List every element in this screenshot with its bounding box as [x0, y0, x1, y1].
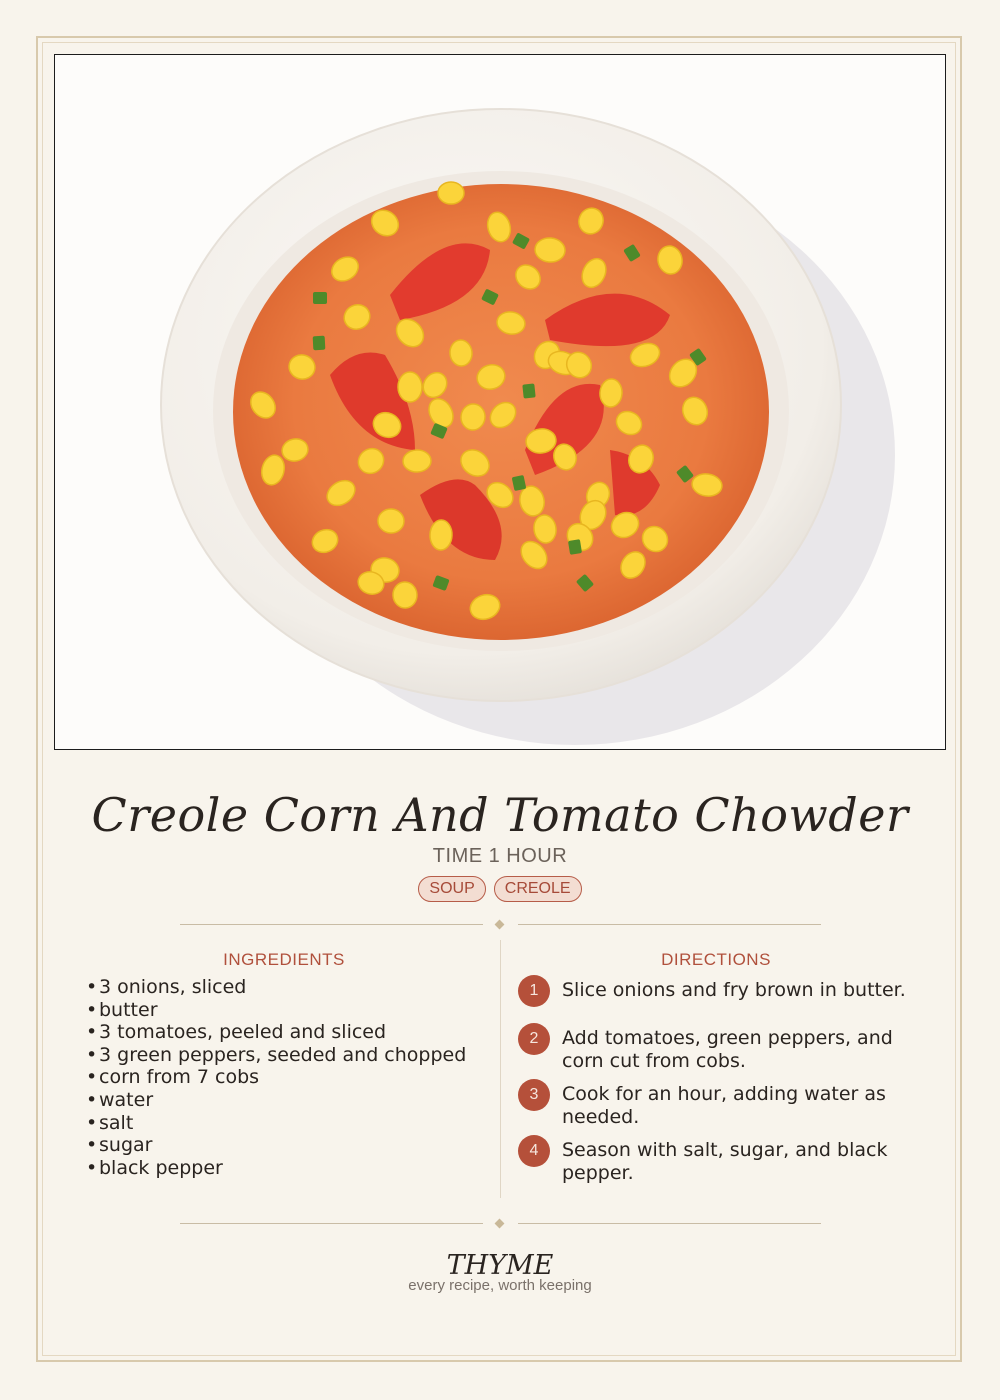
ingredient-item: •black pepper: [86, 1156, 223, 1179]
ingredient-item: •3 onions, sliced: [86, 976, 247, 998]
step-text: Add tomatoes, green peppers, and corn cut from cobs.: [562, 1027, 893, 1072]
cook-time: TIME 1 HOUR: [432, 845, 568, 867]
pepper-piece: [522, 383, 535, 398]
direction-step-1: [518, 975, 918, 1007]
brand-tagline: every recipe, worth keeping: [408, 1277, 592, 1294]
step-number: 3: [518, 1079, 550, 1111]
bottom-divider-left: [180, 1223, 483, 1224]
ingredient-item: •water: [86, 1088, 154, 1111]
top-divider-left: [180, 924, 483, 925]
step-text: Cook for an hour, adding water as needed.: [562, 1083, 886, 1128]
corn-kernel: [438, 182, 464, 204]
tag-creole[interactable]: CREOLE: [494, 876, 582, 902]
pepper-piece: [313, 292, 327, 304]
step-text: Season with salt, sugar, and black pepper.: [562, 1139, 888, 1184]
tag-soup[interactable]: SOUP: [418, 876, 485, 902]
column-divider: [500, 940, 501, 1198]
step-text: Slice onions and fry brown in butter.: [562, 979, 906, 1001]
ingredients-heading: INGREDIENTS: [223, 950, 345, 969]
tag-list: [0, 876, 1000, 902]
ingredient-item: •3 tomatoes, peeled and sliced: [86, 1021, 387, 1044]
bottom-divider-right: [518, 1223, 821, 1224]
step-number: 4: [518, 1135, 550, 1167]
step-number: 2: [518, 1023, 550, 1055]
recipe-title: Creole Corn And Tomato Chowder: [91, 788, 909, 842]
brand-logo-text: THYME: [446, 1250, 554, 1281]
top-divider-right: [518, 924, 821, 925]
corn-kernel: [429, 520, 452, 551]
step-number: 1: [518, 975, 550, 1007]
ingredient-item: •sugar: [86, 1134, 153, 1157]
direction-step-2: [518, 1023, 918, 1073]
ingredient-item: •3 green peppers, seeded and chopped: [86, 1043, 467, 1066]
directions-heading: DIRECTIONS: [661, 950, 771, 969]
pepper-piece: [568, 539, 582, 555]
direction-step-3: [518, 1079, 918, 1129]
ingredient-item: •salt: [86, 1111, 134, 1134]
corn-kernel: [392, 581, 417, 608]
direction-step-4: [518, 1135, 918, 1185]
corn-kernel: [403, 450, 432, 473]
ingredient-item: •butter: [86, 998, 158, 1021]
chowder-bowl-illustration: [55, 55, 945, 749]
recipe-illustration: [54, 54, 946, 750]
ingredient-item: •corn from 7 cobs: [86, 1066, 260, 1089]
corn-kernel: [398, 372, 423, 402]
corn-kernel: [377, 508, 404, 533]
ingredient-list: [86, 976, 496, 1179]
pepper-piece: [313, 336, 326, 351]
